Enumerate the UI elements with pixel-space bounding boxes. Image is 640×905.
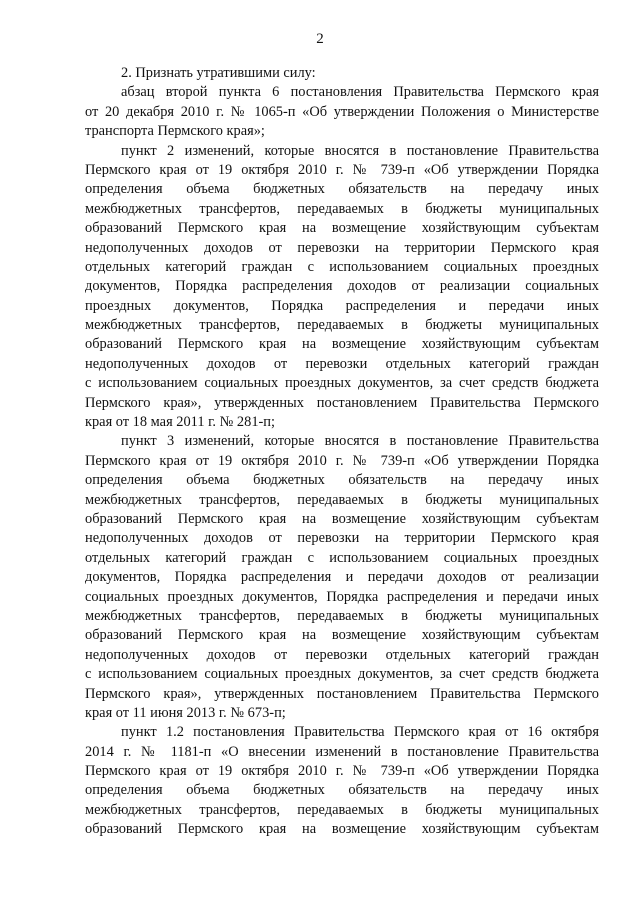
paragraph [85,64,599,83]
paragraph-line: Пермского края от 19 октября 2010 г. № 739-п «Об утверждении Порядка [85,452,599,469]
paragraph-line: 2. Признать утратившими силу: [121,65,316,81]
paragraph-line: недополученных доходов от перевозки на территории Пермского края [85,530,599,547]
paragraph-line: образований Пермского края на возмещение хозяйствующим субъектам [85,627,599,644]
paragraph-line: от 20 декабря 2010 г. № 1065-п «Об утверждении Положения о Министерстве [85,103,599,120]
paragraph [85,432,599,723]
page-number: 2 [316,31,324,47]
paragraph-line: транспорта Пермского края»; [85,123,265,140]
paragraph-line: межбюджетных трансфертов, передаваемых в бюджеты муниципальных [85,317,599,334]
paragraph-line: межбюджетных трансфертов, передаваемых в бюджеты муниципальных [85,607,599,624]
paragraph-line: Пермского края от 19 октября 2010 г. № 739-п «Об утверждении Порядка [85,763,599,780]
paragraph-line: края от 18 мая 2011 г. № 281-п; [85,414,276,431]
paragraph-line: образований Пермского края на возмещение хозяйствующим субъектам [85,821,599,838]
paragraph-line: пункт 2 изменений, которые вносятся в постановление Правительства [121,142,599,159]
paragraph-line: межбюджетных трансфертов, передаваемых в бюджеты муниципальных [85,200,599,217]
paragraph-line: 2014 г. № 1181-п «О внесении изменений в постановление Правительства [85,743,599,760]
paragraph-line: межбюджетных трансфертов, передаваемых в бюджеты муниципальных [85,801,599,818]
paragraph-line: с использованием социальных проездных документов, за счет средств бюджета [85,666,599,683]
paragraph-line: недополученных доходов от перевозки отдельных категорий граждан [85,355,599,372]
paragraph-line: с использованием социальных проездных документов, за счет средств бюджета [85,375,599,392]
paragraph-line: абзац второй пункта 6 постановления Правительства Пермского края [121,84,599,101]
paragraph-line: Пермского края», утвержденных постановлением Правительства Пермского [85,685,599,702]
paragraph-line: Пермского края», утвержденных постановлением Правительства Пермского [85,394,599,411]
paragraph-line: недополученных доходов от перевозки отдельных категорий граждан [85,646,599,663]
paragraph-line: Пермского края от 19 октября 2010 г. № 739-п «Об утверждении Порядка [85,161,599,178]
paragraph-line: проездных документов, Порядка распределения и передачи иных [85,297,599,314]
paragraph-line: документов, Порядка распределения и передачи доходов от реализации [85,569,599,586]
paragraph [85,83,599,141]
paragraph-line: документов, Порядка распределения доходов от реализации социальных [85,278,599,295]
paragraph-line: образований Пермского края на возмещение хозяйствующим субъектам [85,336,599,353]
paragraph-line: образований Пермского края на возмещение хозяйствующим субъектам [85,510,599,527]
paragraph-line: межбюджетных трансфертов, передаваемых в бюджеты муниципальных [85,491,599,508]
paragraph-line: социальных проездных документов, Порядка распределения и передачи иных [85,588,599,605]
paragraph-line: недополученных доходов от перевозки на территории Пермского края [85,239,599,256]
paragraph-line: образований Пермского края на возмещение хозяйствующим субъектам [85,220,599,237]
paragraph-line: края от 11 июня 2013 г. № 673-п; [85,704,286,721]
paragraph [85,723,599,839]
document-body [85,64,599,840]
paragraph-line: отдельных категорий граждан с использованием социальных проездных [85,258,599,275]
paragraph-line: пункт 1.2 постановления Правительства Пермского края от 16 октября [121,724,599,741]
paragraph [85,142,599,433]
paragraph-line: пункт 3 изменений, которые вносятся в постановление Правительства [121,433,599,450]
paragraph-line: определения объема бюджетных обязательств на передачу иных [85,181,599,198]
paragraph-line: отдельных категорий граждан с использованием социальных проездных [85,549,599,566]
paragraph-line: определения объема бюджетных обязательств на передачу иных [85,472,599,489]
paragraph-line: определения объема бюджетных обязательств на передачу иных [85,782,599,799]
